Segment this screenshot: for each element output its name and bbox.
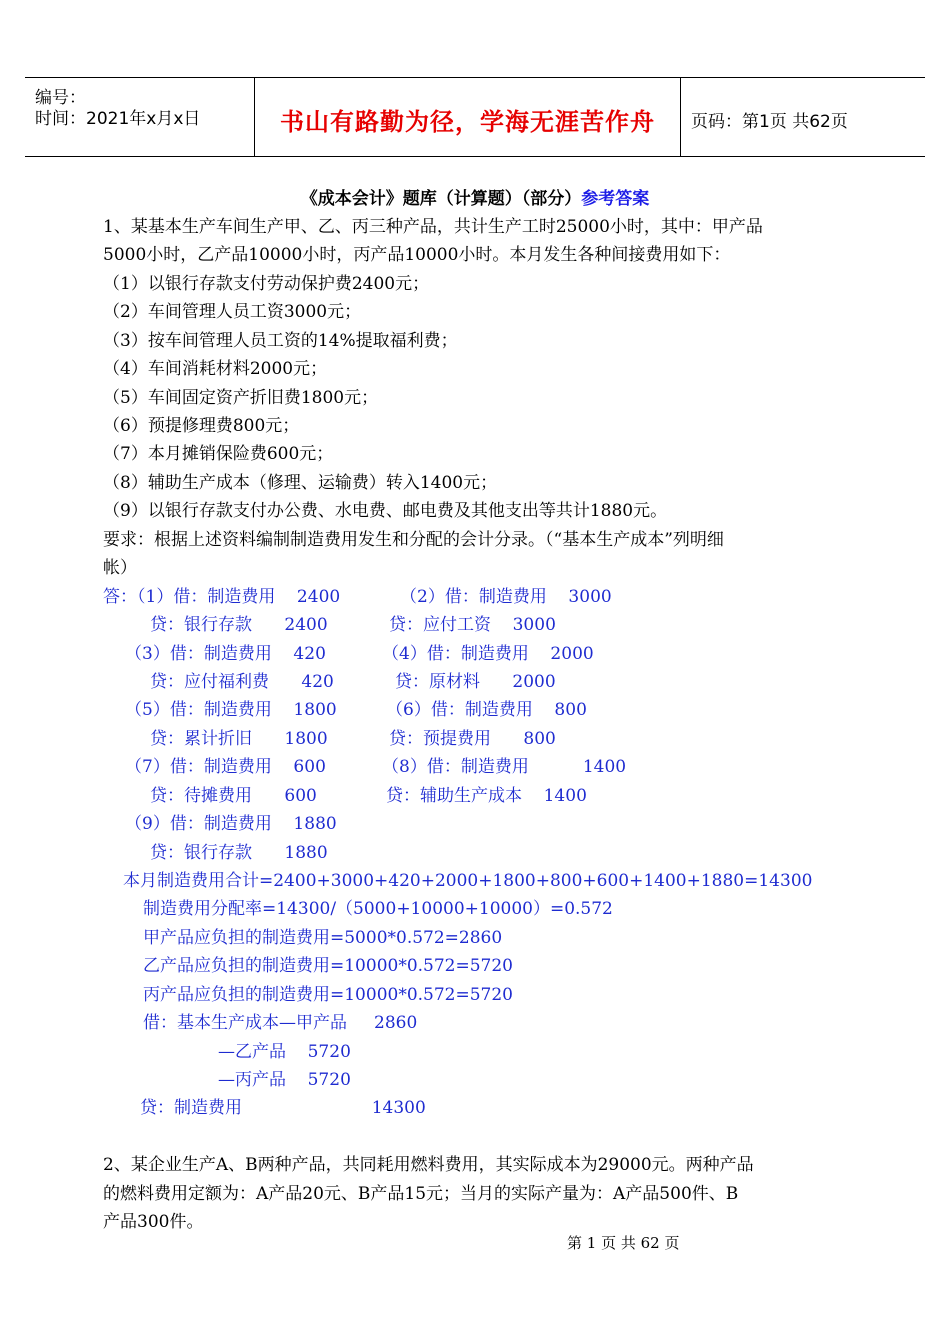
q1-line: （3）按车间管理人员工资的14%提取福利费； — [103, 331, 458, 351]
calc-line: 甲产品应负担的制造费用=5000*0.572=2860 — [143, 928, 503, 948]
q1-line: （6）预提修理费800元； — [103, 416, 300, 436]
answer-entry: （9）借：制造费用 1880 — [125, 814, 337, 834]
answer-entry: （7）借：制造费用 600 — [125, 757, 326, 777]
page-label: 页码：第1页 共62页 — [691, 112, 848, 132]
q1-line: （1）以银行存款支付劳动保护费2400元； — [103, 274, 430, 294]
answer-entry: （3）借：制造费用 420 — [125, 644, 326, 664]
q2-line: 的燃料费用定额为：A产品20元、B产品15元；当月的实际产量为：A产品500件、B — [103, 1184, 739, 1204]
calc-line: 贷：制造费用 14300 — [140, 1098, 426, 1118]
calc-line: —乙产品 5720 — [218, 1042, 351, 1062]
q1-line: 1、某基本生产车间生产甲、乙、丙三种产品，共计生产工时25000小时，其中：甲产品 — [103, 217, 763, 237]
title-suffix: 参考答案 — [581, 189, 650, 209]
q1-line: （7）本月摊销保险费600元； — [103, 444, 334, 464]
answer-entry: 答：（1）借：制造费用 2400 — [103, 587, 341, 607]
answer-entry: 贷：累计折旧 1800 — [150, 729, 328, 749]
answer-entry: 贷：应付工资 3000 — [389, 615, 556, 635]
document-title — [0, 184, 950, 209]
q1-line: 帐） — [103, 558, 137, 578]
header-right-cell — [681, 78, 925, 156]
answer-entry: （2）借：制造费用 3000 — [400, 587, 612, 607]
q1-line: （9）以银行存款支付办公费、水电费、邮电费及其他支出等共计1880元。 — [103, 501, 668, 521]
calc-line: 制造费用分配率=14300/（5000+10000+10000）=0.572 — [143, 899, 613, 919]
answer-entry: 贷：预提费用 800 — [389, 729, 556, 749]
calc-line: 丙产品应负担的制造费用=10000*0.572=5720 — [143, 985, 513, 1005]
answer-entry: 贷：辅助生产成本 1400 — [386, 786, 587, 806]
q1-line: 要求：根据上述资料编制制造费用发生和分配的会计分录。（“基本生产成本”列明细 — [103, 530, 724, 550]
q2-line: 2、某企业生产A、B两种产品，共同耗用燃料费用，其实际成本为29000元。两种产品 — [103, 1155, 754, 1175]
calc-line: 本月制造费用合计=2400+3000+420+2000+1800+800+600+1400+1880=14300 — [123, 871, 813, 891]
number-label: 编号： — [35, 88, 86, 108]
header-middle-cell — [254, 78, 681, 156]
answer-entry: 贷：待摊费用 600 — [150, 786, 317, 806]
calc-line: 借：基本生产成本—甲产品 2860 — [143, 1013, 418, 1033]
q2-line: 产品300件。 — [103, 1212, 204, 1232]
q1-line: （5）车间固定资产折旧费1800元； — [103, 388, 379, 408]
title-main: 《成本会计》题库（计算题）（部分） — [300, 189, 582, 209]
answer-entry: （5）借：制造费用 1800 — [125, 700, 337, 720]
calc-line: —丙产品 5720 — [218, 1070, 351, 1090]
calc-line: 乙产品应负担的制造费用=10000*0.572=5720 — [143, 956, 513, 976]
header-table — [25, 77, 925, 157]
answer-entry: （4）借：制造费用 2000 — [382, 644, 594, 664]
time-label: 时间：2021年x月x日 — [35, 109, 201, 129]
answer-entry: 贷：原材料 2000 — [395, 672, 556, 692]
q1-line: （8）辅助生产成本（修理、运输费）转入1400元； — [103, 473, 498, 493]
answer-entry: 贷：银行存款 1880 — [150, 843, 328, 863]
answer-entry: （8）借：制造费用 1400 — [382, 757, 627, 777]
motto: 书山有路勤为径，学海无涯苦作舟 — [280, 108, 655, 136]
answer-entry: 贷：应付福利费 420 — [150, 672, 334, 692]
header-left-cell — [25, 78, 253, 156]
answer-entry: 贷：银行存款 2400 — [150, 615, 328, 635]
answer-entry: （6）借：制造费用 800 — [386, 700, 587, 720]
q1-line: （2）车间管理人员工资3000元； — [103, 302, 362, 322]
q1-line: （4）车间消耗材料2000元； — [103, 359, 328, 379]
page-footer: 第 1 页 共 62 页 — [567, 1234, 680, 1252]
q1-line: 5000小时，乙产品10000小时，丙产品10000小时。本月发生各种间接费用如下： — [103, 245, 731, 265]
